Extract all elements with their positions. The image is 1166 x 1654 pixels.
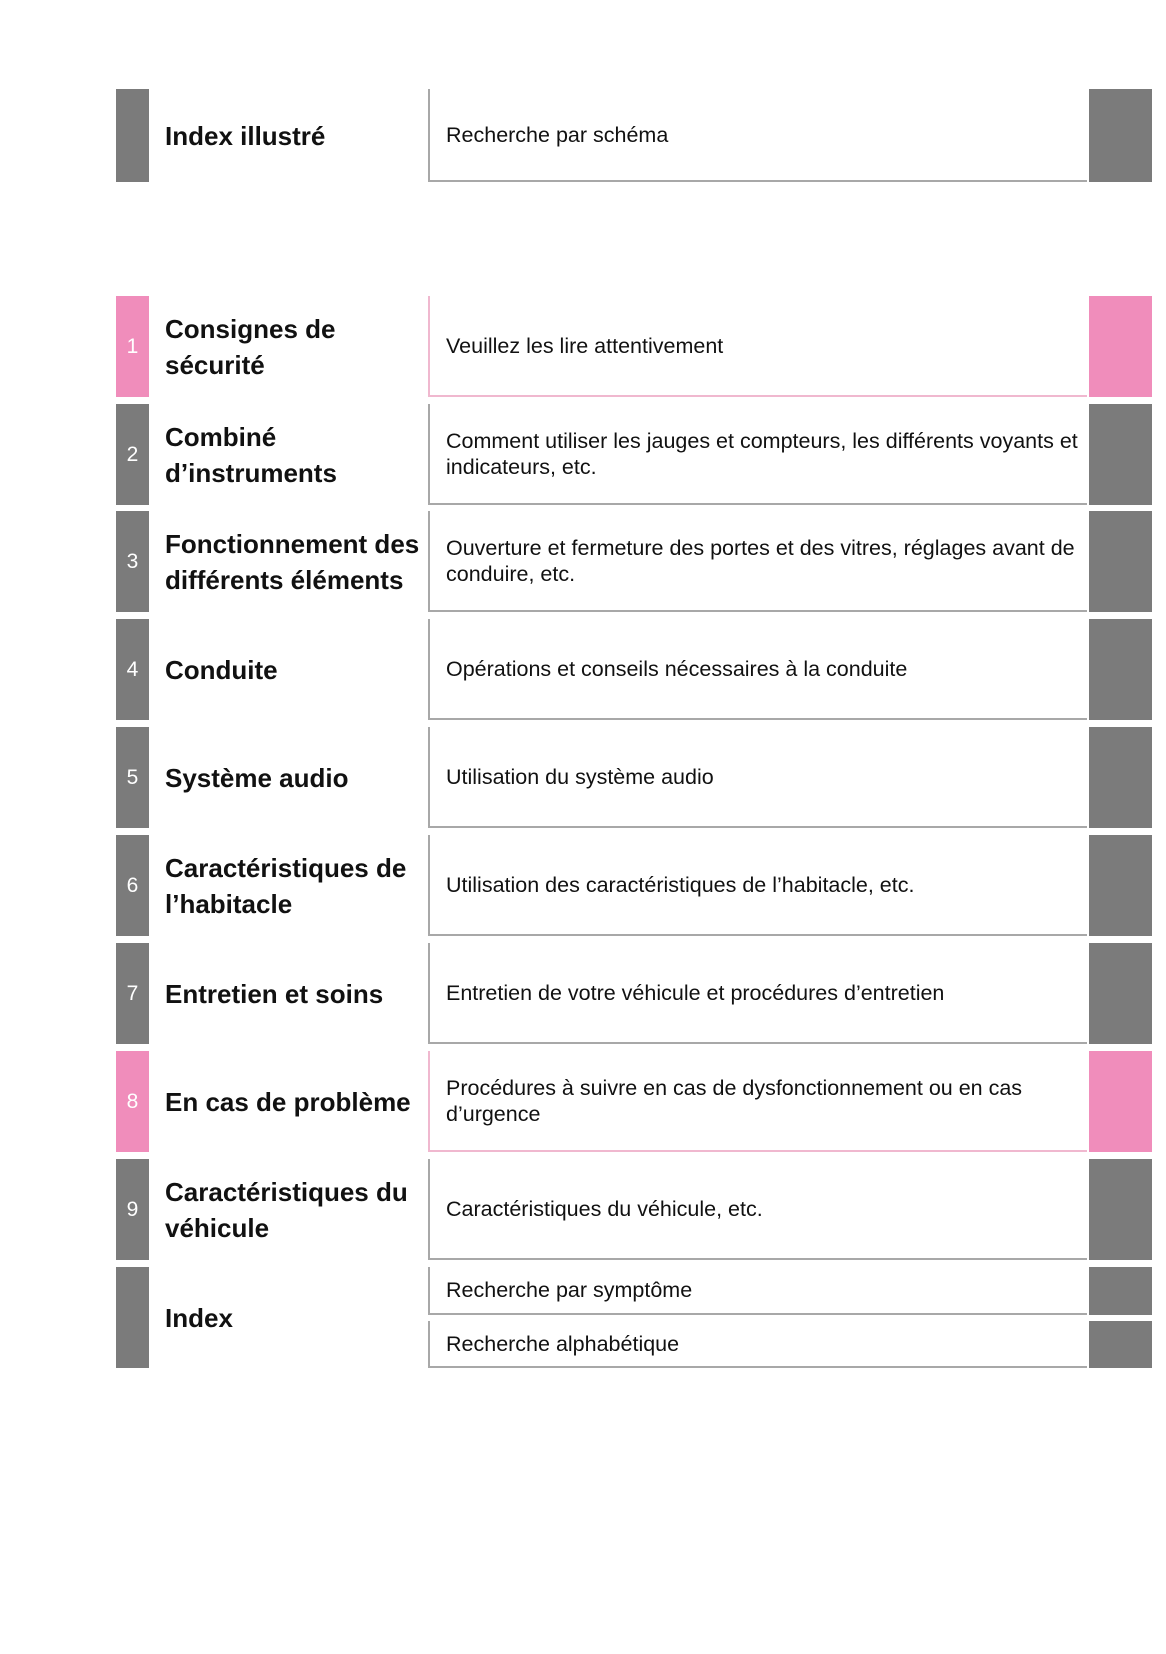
- section-title: Index illustré: [165, 120, 326, 151]
- description-box: [428, 404, 1087, 505]
- chapter-number-tab: 7: [116, 943, 149, 1044]
- chapter-number-tab: 5: [116, 727, 149, 828]
- chapter-title: Système audio: [165, 762, 349, 793]
- right-tab-chapter-2[interactable]: [1089, 404, 1152, 505]
- description-box: [428, 727, 1087, 828]
- chapter-title: Fonctionnement des différents éléments: [165, 528, 420, 595]
- chapter-description: Procédures à suivre en cas de dysfonctionnement ou en cas d’urgence: [446, 1075, 1023, 1126]
- right-tab-chapter-8[interactable]: [1089, 1051, 1152, 1152]
- description-box: [428, 1159, 1087, 1260]
- chapter-9[interactable]: [116, 1159, 1152, 1260]
- index-entry-label: Recherche par symptôme: [446, 1278, 693, 1302]
- chapter-number-tab: 1: [116, 296, 149, 397]
- chapter-6[interactable]: [116, 835, 1152, 936]
- right-tab-index-symptom[interactable]: [1089, 1267, 1152, 1315]
- chapter-4[interactable]: [116, 619, 1152, 720]
- right-tab-chapter-7[interactable]: [1089, 943, 1152, 1044]
- description-box: [428, 835, 1087, 936]
- description-box: [428, 1051, 1087, 1152]
- right-tab-chapter-1[interactable]: [1089, 296, 1152, 397]
- right-tab-index-alphabetical[interactable]: [1089, 1321, 1152, 1368]
- right-tab-chapter-6[interactable]: [1089, 835, 1152, 936]
- chapter-description: Comment utiliser les jauges et compteurs, les différents voyants et indicateurs, etc.: [446, 428, 1078, 479]
- chapter-number-tab: 6: [116, 835, 149, 936]
- chapter-number-tab: 3: [116, 511, 149, 612]
- description-box: [428, 511, 1087, 612]
- chapter-description: Opérations et conseils nécessaires à la conduite: [446, 656, 908, 681]
- chapter-5[interactable]: [116, 727, 1152, 828]
- chapter-number-tab: 9: [116, 1159, 149, 1260]
- chapter-description: Caractéristiques du véhicule, etc.: [446, 1196, 763, 1221]
- right-tab-illustrated-index[interactable]: [1089, 89, 1152, 182]
- index-entry-label: Recherche alphabétique: [446, 1331, 680, 1356]
- chapter-title: Combiné d’instruments: [165, 421, 337, 488]
- description-box: [428, 619, 1087, 720]
- right-tab-chapter-3[interactable]: [1089, 511, 1152, 612]
- chapter-description: Entretien de votre véhicule et procédures d’entretien: [446, 980, 945, 1005]
- description-box: [428, 1267, 1087, 1315]
- chapter-number-tab: 2: [116, 404, 149, 505]
- chapter-title: Conduite: [165, 654, 278, 685]
- description-box: [428, 89, 1087, 182]
- right-tab-chapter-5[interactable]: [1089, 727, 1152, 828]
- section-index: [116, 1267, 1152, 1368]
- index-entry-alphabetical[interactable]: [116, 1321, 1152, 1368]
- chapter-description: Utilisation du système audio: [446, 764, 714, 789]
- chapter-number-tab: 4: [116, 619, 149, 720]
- chapter-description: Utilisation des caractéristiques de l’habitacle, etc.: [446, 872, 915, 897]
- index-entry-symptom[interactable]: [116, 1267, 1152, 1315]
- chapter-title: En cas de problème: [165, 1086, 411, 1117]
- chapter-title: Entretien et soins: [165, 978, 384, 1009]
- chapter-1[interactable]: [116, 296, 1152, 397]
- chapter-7[interactable]: [116, 943, 1152, 1044]
- chapter-description: Veuillez les lire attentivement: [446, 333, 724, 358]
- chapter-title: Consignes de sécurité: [165, 313, 336, 380]
- right-tab-chapter-4[interactable]: [1089, 619, 1152, 720]
- right-tab-chapter-9[interactable]: [1089, 1159, 1152, 1260]
- chapter-2[interactable]: [116, 404, 1152, 505]
- left-tab-illustrated-index: [116, 89, 149, 182]
- chapter-3[interactable]: [116, 511, 1152, 612]
- chapter-title: Caractéristiques de l’habitacle: [165, 852, 407, 919]
- index-title: Index: [165, 1302, 233, 1333]
- description-box: [428, 296, 1087, 397]
- description-box: [428, 943, 1087, 1044]
- chapter-description: Ouverture et fermeture des portes et des vitres, réglages avant de conduire, etc.: [446, 535, 1075, 586]
- chapter-number-tab: 8: [116, 1051, 149, 1152]
- chapter-title: Caractéristiques du véhicule: [165, 1176, 408, 1243]
- section-description: Recherche par schéma: [446, 122, 669, 147]
- section-illustrated-index[interactable]: [116, 89, 1152, 182]
- description-box: [428, 1321, 1087, 1368]
- chapter-8[interactable]: [116, 1051, 1152, 1152]
